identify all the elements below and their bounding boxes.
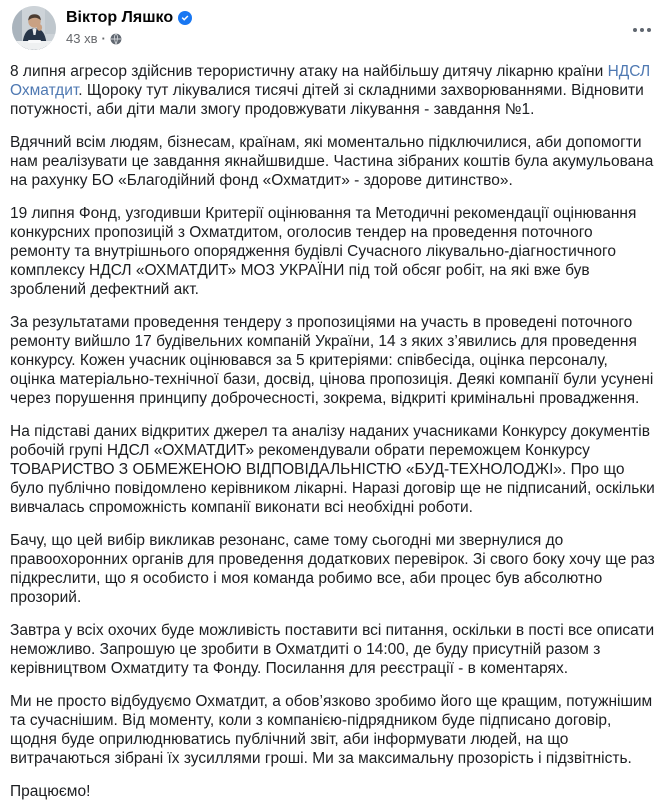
post-paragraph-2: Вдячний всім людям, бізнесам, країнам, які моментально підключилися, аби допомогти нам реалізувати це завдання якнайшвидше. Частина зібраних коштів була акумульована на рахунку БО «Благодійний фонд «Охматдит» - здорове дитинство». xyxy=(10,134,654,189)
post-paragraph-1 xyxy=(10,62,657,119)
post-meta xyxy=(66,31,192,46)
post-paragraph-8: Ми не просто відбудуємо Охматдит, а обов’язково зробимо його ще кращим, потужнішим та сучаснішим. Від моменту, коли з компанією-підрядником буде підписано договір, щодня буде оприлюднюватись публічний звіт, аби інформувати людей, на що витрачаються зібрані їх зусиллями гроші. Ми за максимальну прозорість і підзвітність. xyxy=(10,693,653,767)
avatar[interactable] xyxy=(12,6,56,50)
author-name[interactable]: Віктор Ляшко xyxy=(66,9,174,26)
more-options-icon xyxy=(647,28,651,32)
post-paragraph-5: На підставі даних відкритих джерел та аналізу наданих учасниками Конкурсу документів робочій групі НДСЛ «ОХМАТДИТ» рекомендували обрати переможцем Конкурсу ТОВАРИСТВО З ОБМЕЖЕНОЮ ВІДПОВІДАЛЬНІСТЮ «БУД-ТЕХНОЛОДЖІ». Про що було публічно повідомлено керівником лікарні. Наразі договір ще не підписаний, оскільки вивчалась спроможність компанії виконати всі необхідні роботи. xyxy=(10,423,655,516)
paragraph-text: . Щороку тут лікувалися тисячі дітей зі складними захворюваннями. Відновити потужності, аби діти мали змогу продовжувати лікування - завдання №1. xyxy=(10,82,644,118)
profile-photo-icon xyxy=(12,6,56,50)
post-paragraph-4: За результатами проведення тендеру з пропозиціями на участь в проведені поточного ремонту вийшло 17 будівельних компаній України, 14 з яких з’явились для проведення конкурсу. Кожен учасник оцінювався за 5 критеріями: співбесіда, оцінка персоналу, оцінка матеріально-технічної бази, досвід, цінова пропозиція. Деякі компанії були усунені через порушення принципу доброчесності, зокрема, відкриті кримінальні провадження. xyxy=(10,314,654,407)
globe-public-icon xyxy=(110,33,122,45)
verified-badge-icon xyxy=(178,11,192,25)
post-paragraph-6: Бачу, що цей вибір викликав резонанс, саме тому сьогодні ми звернулися до правоохоронних органів для проведення додаткових перевірок. Зі свого боку хочу ще раз підкреслити, що я особисто і моя команда робимо все, аби процес був абсолютно прозорий. xyxy=(10,532,655,606)
post-paragraph-9: Працюємо! xyxy=(10,783,91,800)
paragraph-text: 8 липня агресор здійснив терористичну атаку на найбільшу дитячу лікарню країни xyxy=(10,63,608,80)
more-options-icon xyxy=(640,28,644,32)
post-paragraph-7: Завтра у всіх охочих буде можливість поставити всі питання, оскільки в пості все описати неможливо. Запрошую це зробити в Охматдиті о 14:00, де буду присутній разом з керівництвом Охматдиту та Фонду. Посилання для реєстрації - в коментарях. xyxy=(10,622,655,677)
post-content xyxy=(10,62,659,801)
more-options-icon xyxy=(633,28,637,32)
post-paragraph-3: 19 липня Фонд, узгодивши Критерії оцінювання та Методичні рекомендації оцінювання конкурсних пропозицій з Охматдитом, оголосив тендер на проведення поточного ремонту та внутрішнього опорядження будівлі Сучасного лікувально-діагностичного комплексу НДСЛ «ОХМАТДИТ» МОЗ УКРАЇНИ під той обсяг робіт, на які вже був зроблений дефектний акт. xyxy=(10,205,637,298)
name-row xyxy=(66,8,192,28)
post-timestamp[interactable]: 43 хв xyxy=(66,31,98,46)
more-options-button[interactable] xyxy=(629,22,655,38)
header-info xyxy=(66,6,192,46)
entity-link-okhmatdyt[interactable]: НДСЛ Охматдит xyxy=(10,63,651,99)
meta-separator: · xyxy=(101,31,106,46)
post-header xyxy=(10,6,659,50)
